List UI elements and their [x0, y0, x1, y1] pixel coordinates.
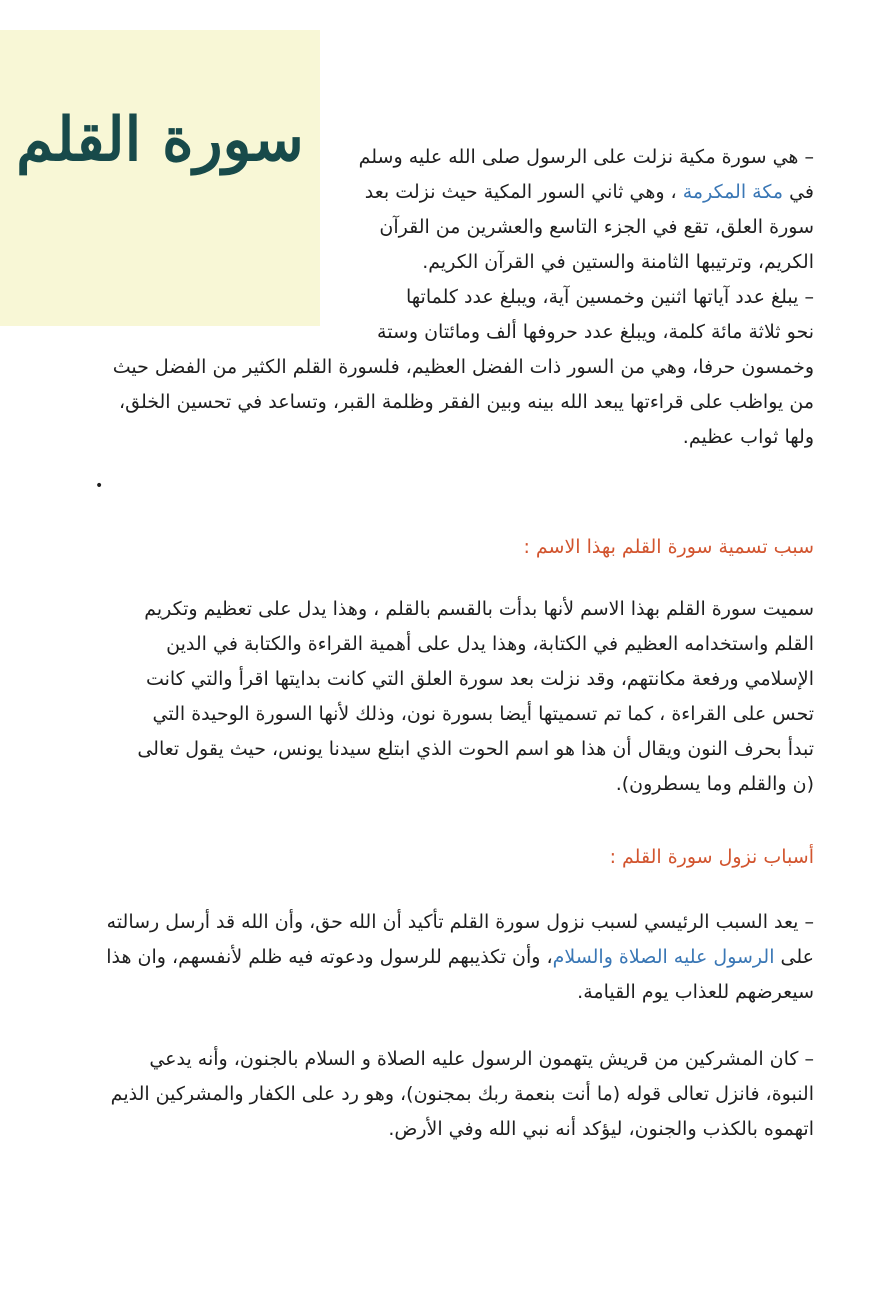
reasons-p1-line-2: على الرسول عليه الصلاة والسلام، وأن تكذيبهم للرسول ودعوته فيه ظلم لأنفسهم، وان هذا	[106, 946, 814, 968]
reasons-p2-line-2: النبوة، فانزل تعالى قوله (ما أنت بنعمة ربك بمجنون)، وهو رد على الكفار والمشركين الذيم	[110, 1083, 814, 1105]
reasons-paragraph-2	[70, 1042, 814, 1147]
naming-line-2: القلم واستخدامه العظيم في الكتابة، وهذا يدل على أهمية القراءة والكتابة في الدين	[166, 633, 814, 655]
intro-line-8: من يواظب على قراءتها يبعد الله بينه وبين الفقر وظلمة القبر، وتساعد في تحسين الخلق،	[118, 391, 814, 413]
surah-title: سورة القلم	[16, 105, 304, 175]
intro-line-1: – هي سورة مكية نزلت على الرسول صلى الله عليه وسلم	[358, 146, 814, 168]
naming-heading: سبب تسمية سورة القلم بهذا الاسم :	[523, 536, 814, 558]
makkah-link[interactable]: مكة المكرمة	[682, 181, 784, 203]
intro-line-7: وخمسون حرفا، وهي من السور ذات الفضل العظيم، فلسورة القلم الكثير من الفضل حيث	[112, 356, 814, 378]
title-banner	[0, 30, 320, 326]
intro-paragraph-continued	[90, 350, 814, 455]
reasons-paragraph-1	[70, 905, 814, 1010]
naming-paragraph	[70, 592, 814, 802]
intro-line-9: ولها ثواب عظيم.	[682, 426, 814, 448]
naming-line-4: تحس على القراءة ، كما تم تسميتها أيضا بسورة نون، وذلك لأنها السورة الوحيدة التي	[152, 703, 814, 725]
naming-line-3: الإسلامي ورفعة مكانتهم، وقد نزلت بعد سورة العلق التي كانت بدايتها اقرأ والتي كانت	[145, 668, 814, 690]
reasons-p1-line-1: – يعد السبب الرئيسي لسبب نزول سورة القلم تأكيد أن الله حق، وأن الله قد أرسل رسالته	[106, 911, 814, 933]
reasons-heading: أسباب نزول سورة القلم :	[609, 846, 814, 868]
intro-line-6: نحو ثلاثة مائة كلمة، ويبلغ عدد حروفها ألف ومائتان وستة	[377, 321, 814, 343]
prophet-link[interactable]: الرسول عليه الصلاة والسلام	[552, 946, 775, 968]
reasons-p2-line-1: – كان المشركين من قريش يتهمون الرسول عليه الصلاة و السلام بالجنون، وأنه يدعي	[149, 1048, 814, 1070]
intro-line-2: في مكة المكرمة ، وهي ثاني السور المكية حيث نزلت بعد	[364, 181, 814, 203]
naming-line-5: تبدأ بحرف النون ويقال أن هذا هو اسم الحوت الذي ابتلع سيدنا يونس، حيث يقول تعالى	[137, 738, 814, 760]
bullet-dot: •	[95, 478, 104, 494]
reasons-p1-line-3: سيعرضهم للعذاب يوم القيامة.	[577, 981, 814, 1003]
intro-line-4: الكريم، وترتيبها الثامنة والستين في القرآن الكريم.	[422, 251, 814, 273]
reasons-p2-line-3: اتهموه بالكذب والجنون، ليؤكد أنه نبي الله وفي الأرض.	[388, 1118, 814, 1140]
naming-line-1: سميت سورة القلم بهذا الاسم لأنها بدأت بالقسم بالقلم ، وهذا يدل على تعظيم وتكريم	[144, 598, 814, 620]
intro-line-3: سورة العلق، تقع في الجزء التاسع والعشرين من القرآن	[379, 216, 814, 238]
intro-line-5: – يبلغ عدد آياتها اثنين وخمسين آية، ويبلغ عدد كلماتها	[406, 286, 814, 308]
intro-paragraph	[330, 140, 814, 350]
naming-line-6: (ن والقلم وما يسطرون).	[615, 773, 814, 795]
